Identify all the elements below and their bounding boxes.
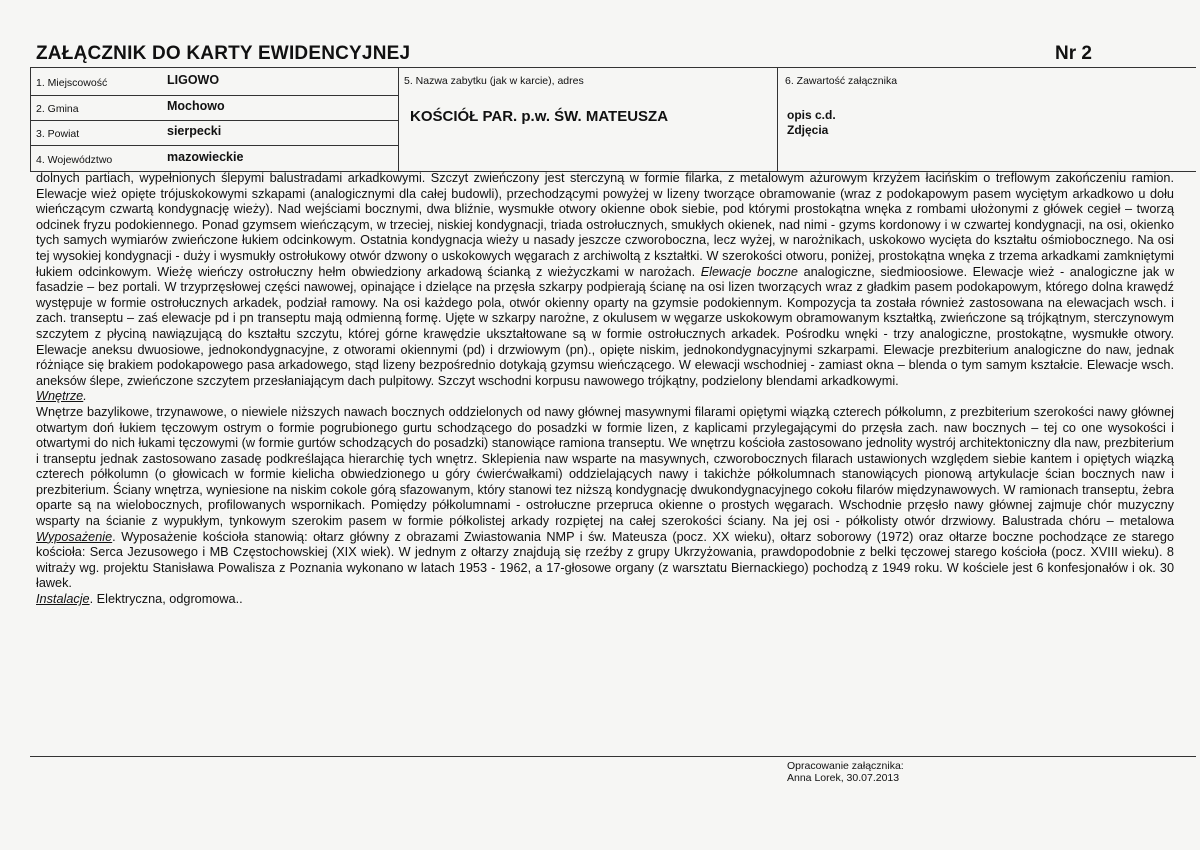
- column-divider-1: [398, 67, 399, 171]
- table-top-border: [30, 67, 1196, 68]
- row-divider-2: [30, 120, 398, 121]
- exterior-text-2: analogiczne, siedmioosiowe. Elewacje wież - analogiczne jak w fasadzie – bez portali. W trzyprzęsłowej części nawowej, opinające i dzielące na przęsła szkarpy podpierają ścianę na osi lizen tworzących wraz z gładkim pasem podokapowym, którego dolna krawędź występuje w formie ostrołucznych arkadek, podział ramowy. Na osi każdego pola, otwór okienny oparty na gzymsie podokiennym. Kompozycja ta została również zastosowana na elewacjach wsch. i zach. transeptu – zaś elewacje pd i pn transeptu mają odmienną formę. Ujęte w szkarpy narożne, z okulusem w węgarze uskokowym obramowanym kształtką, zwieńczone są trójkątnym, sterczynowym szczytem z płyciną nawiązującą do kształtu szczytu, której górne krawędzie ukształtowane są w formie ostrołucznych arkadek. Pośrodku wnęki - trzy analogiczne, prostokątne, wysmukłe otwory. Elewacje aneksu dwuosiowe, jednokondygnacyjne, z otworami okiennymi (pd) i drzwiowym (pn)., opięte niskim, jednokondygnacyjnymi szkarpami. Elewacje prezbiterium analogiczne do naw, jednak różniące się brakiem podokapowego pasa arkadowego, stąd lizeny bezpośrednio dotykają gzymsu wieńczącego. W elewacji wschodniej - zamiast okna – blenda o tym samym kształcie. Elewacje wsch. aneksów ślepe, zwieńczone szczytem przesłaniającym dach pulpitowy. Szczyt wschodni korpusu nawowego trójkątny, podzielony blendami arkadkowymi.: [36, 264, 1175, 388]
- field-value-commune: Mochowo: [167, 99, 225, 113]
- side-elevations-heading: Elewacje boczne: [700, 264, 798, 279]
- installations-text: . Elektryczna, odgromowa..: [89, 592, 243, 607]
- field-label-contents: 6. Zawartość załącznika: [785, 75, 898, 87]
- exterior-paragraph: [36, 171, 1174, 389]
- interior-paragraph: [36, 405, 1174, 592]
- interior-heading-line: [36, 389, 1174, 405]
- attachment-number: Nr 2: [1055, 43, 1092, 64]
- description-body: [36, 171, 1174, 608]
- prepared-by-label: Opracowanie załącznika:: [787, 760, 904, 772]
- furnishing-text: Wyposażenie kościoła stanowią: ołtarz główny z obrazami Zwiastowania NMP i św. Mateusza (pocz. XX wieku), ołtarz soborowy (1972) oraz ołtarze boczne pochodzące ze starego kościoła: Serca Jezusowego i MB Częstochowskiej (XIX wiek). W jednym z ołtarzy znajdują się rzeźby z grupy Ukrzyżowania, prawdopodobnie z belki tęczowej starego kościoła (pocz. XVIII wieku). 8 witraży wg. projektu Stanisława Powalisza z Poznania wykonano w latach 1953 - 1962, a 17-głosowe organy (z warsztatu Biernackiego) pochodzą z 1949 roku. W kościele jest 6 konfesjonałów i ok. 30 ławek.: [36, 529, 1174, 591]
- field-value-contents-1: opis c.d.: [787, 108, 836, 122]
- interior-heading-dot: .: [83, 389, 87, 404]
- table-left-border: [30, 67, 31, 171]
- field-value-monument: KOŚCIÓŁ PAR. p.w. ŚW. MATEUSZA: [410, 108, 669, 125]
- field-value-locality: LIGOWO: [167, 73, 220, 87]
- installations-paragraph: [36, 592, 1174, 608]
- exterior-text-1: dolnych partiach, wypełnionych ślepymi balustradami arkadkowymi. Szczyt zwieńczony jest sterczyną w formie filarka, z metalowym ażurowym krzyżem łacińskim o treflowym zakończeniu ramion. Elewacje wież opięte trójuskokowymi szkapami (analogicznymi dla całej budowli), przechodzącymi powyżej w lizeny tworzące obramowanie (wraz z podokapowym pasem wyciętym arkadkowo u dołu wieńczącym czwartą kondygnację wieży). Nad wejściami bocznymi, dwa bliźnie, wysmukłe otwory okienne obok siebie, pod którymi prostokątna wnęka z rombami ułożonymi z główek cegieł – tworzą odcinek fryzu podokiennego. Ponad gzymsem wieńczącym, w trzeciej, niskiej kondygnacji, triada ostrołucznych, smukłych okienek, nad nimi - gzyms kordonowy i w czwartej kondygnacji, na osi, okienko tych samych wymiarów zwieńczone łukiem odcinkowym. Ostatnia kondygnacja wieży u nasady jeszcze czworoboczna, lecz wyżej, w narożnikach, uskokowo wycięta do kształtu ośmiobocznego. Na osi tej wysokiej kondygnacji - duży i wysmukły ostrołukowy otwór dzwony o uskokowych węgarach z archiwoltą z kształtki. W szerokości otworu, poniżej, prostokątna wnęka z trzema arkadkami zamkniętymi łukiem odcinkowym. Wieżę wieńczy ostrołuczny hełm obwiedziony arkadową ścianką z wieżyczkami w narożach.: [36, 171, 1174, 279]
- field-value-voivodeship: mazowieckie: [167, 150, 244, 164]
- field-value-contents-2: Zdjęcia: [787, 123, 829, 137]
- installations-heading: Instalacje: [36, 592, 90, 607]
- field-label-locality: 1. Miejscowość: [36, 77, 108, 89]
- document-title: ZAŁĄCZNIK DO KARTY EWIDENCYJNEJ: [36, 43, 411, 64]
- prepared-by: [787, 760, 904, 784]
- field-label-monument: 5. Nazwa zabytku (jak w karcie), adres: [404, 75, 584, 87]
- prepared-by-name-date: Anna Lorek, 30.07.2013: [787, 772, 900, 784]
- field-label-commune: 2. Gmina: [36, 103, 79, 115]
- row-divider-1: [30, 95, 398, 96]
- row-divider-3: [30, 145, 398, 146]
- field-label-district: 3. Powiat: [36, 128, 80, 140]
- column-divider-2: [777, 67, 778, 171]
- furnishing-heading-dot: .: [112, 529, 116, 544]
- field-value-district: sierpecki: [167, 124, 222, 138]
- interior-heading: Wnętrze: [36, 389, 84, 404]
- footer-divider: [30, 756, 1196, 757]
- interior-text: Wnętrze bazylikowe, trzynawowe, o niewiele niższych nawach bocznych oddzielonych od nawy głównej masywnymi filarami opiętymi wiązką czterech półkolumn, z prezbiterium szerokości nawy głównej otwartym doń łukiem tęczowym ostrym o formie pogrubionego gurtu schodzącego do posadzki w formie lizen, z kaplicami przylegającymi do przęsła zach. naw bocznych – tej co one wysokości i otwartymi do nich łukami tęczowymi (w formie gurtów schodzących do posadzki) stanowiące ramiona transeptu. We wnętrzu kościoła zastosowano jednolity wystrój architektoniczny dla naw, prezbiterium i transeptu jednak zastosowano zasadę podkreślająca hierarchię tych wnętrz. Sklepienia naw wsparte na masywnych, czworobocznych filarach ustawionych względem siebie kantem i opiętych wiązką czterech półkolumn (o głowicach w formie kielicha obwiedzionego u góry ćwierćwałkami) oddzielających nawy i takichże półkolumnach stanowiących pionową artykulacje ścian bocznych naw i prezbiterium. Ściany wnętrza, wyniesione na niskim cokole górą sfazowanym, który stanowi tez niższą kondygnację dwukondygnacyjnego cokołu filarów międzynawowych. W ramionach transeptu, żebra oparte są na wielobocznych, profilowanych wspornikach. Pomiędzy półkolumnami - ostrołuczne przepruca okienne o prostych węgarach. Wschodnie przęsło nawy głównej zajmuje chór muzyczny wsparty na ścianie z wypukłym, tynkowym szerokim pasem w formie półkolistej arkady rozpiętej na całej szerokości ściany. Na jej osi - półkolisty otwór drzwiowy. Balustrada chóru – metalowa: [36, 404, 1174, 529]
- field-label-voivodeship: 4. Województwo: [36, 154, 113, 166]
- furnishing-heading: Wyposażenie: [36, 529, 113, 544]
